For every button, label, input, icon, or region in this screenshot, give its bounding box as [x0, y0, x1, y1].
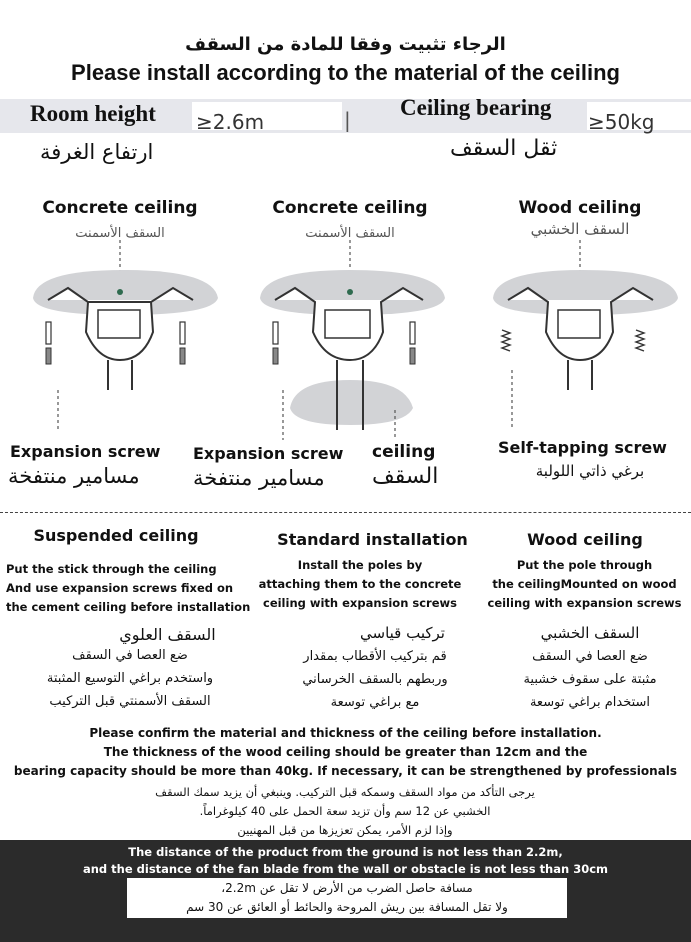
method-1-arabic-1: ضع العصا في السقف [72, 648, 188, 663]
method-2-line-3: ceiling with expansion screws [263, 596, 457, 610]
diagram-1-arabic: السقف الأسمنت [75, 226, 165, 241]
footer-line-1: The distance of the product from the ground is not less than 2.2m, [128, 845, 563, 859]
method-3-line-2: the ceilingMounted on wood [492, 577, 677, 591]
method-2-title: Standard installation [277, 530, 468, 549]
method-1-arabic-3: السقف الأسمنتي قبل التركيب [49, 694, 211, 709]
expansion-screw-arabic-1: مسامير منتفخة [8, 464, 140, 488]
method-3-line-1: Put the pole through [516, 558, 653, 572]
room-height-arabic: ارتفاع الغرفة [40, 140, 154, 164]
method-2-line-1: Install the poles by [297, 558, 423, 572]
arabic-title: الرجاء تثبيت وفقا للمادة من السقف [185, 34, 506, 55]
notice-line-1: Please confirm the material and thickness of the ceiling before installation. [89, 726, 602, 740]
concrete-mount-illustration-1 [28, 240, 228, 430]
expansion-screw-label-2: Expansion screw [193, 444, 344, 463]
room-height-label: Room height [30, 101, 156, 126]
method-1-arabic-title: السقف العلوي [119, 625, 216, 644]
method-3-arabic-1: ضع العصا في السقف [532, 649, 648, 664]
method-3-arabic-2: مثبتة على سقوف خشبية [523, 672, 657, 687]
footer-arabic-2: ولا تقل المسافة بين ريش المروحة والحائط أو العائق عن 30 سم [186, 900, 508, 914]
method-1-title: Suspended ceiling [33, 526, 199, 545]
self-tapping-screw-label: Self-tapping screw [498, 438, 667, 457]
ceiling-bearing-label: Ceiling bearing [400, 95, 552, 120]
footer-arabic-1: مسافة حاصل الضرب من الأرض لا تقل عن 2.2m، [221, 881, 473, 895]
diagram-3-title: Wood ceiling [518, 198, 642, 218]
english-title: Please install according to the material of the ceiling [71, 60, 620, 85]
method-1-arabic-2: واستخدم براغي التوسيع المثبتة [46, 671, 214, 686]
expansion-screw-arabic-2: مسامير منتفخة [193, 466, 325, 490]
method-2-line-2: attaching them to the concrete [258, 577, 462, 591]
diagram-1-title: Concrete ceiling [42, 198, 198, 218]
method-3-title: Wood ceiling [527, 530, 643, 549]
diagram-3-arabic: السقف الخشبي [530, 220, 630, 238]
notice-line-3: bearing capacity should be more than 40kg. If necessary, it can be strengthened by professionals [13, 764, 678, 778]
diagram-2-title: Concrete ceiling [272, 198, 428, 218]
method-2-arabic-title: تركيب قياسي [360, 624, 445, 642]
notice-arabic-3: وإذا لزم الأمر، يمكن تعزيزها من قبل المهنيين [237, 823, 453, 837]
method-3-arabic-title: السقف الخشبي [540, 624, 640, 642]
method-2-arabic-1: قم بتركيب الأقطاب بمقدار [303, 649, 447, 664]
method-1-line-3: the cement ceiling before installation [6, 600, 251, 614]
method-2-arabic-3: مع براغي توسعة [330, 695, 420, 710]
section-divider [0, 512, 691, 513]
ceiling-arabic: السقف [372, 464, 439, 489]
notice-line-2: The thickness of the wood ceiling should be greater than 12cm and the [103, 745, 588, 759]
separator: | [344, 108, 351, 132]
expansion-screw-label-1: Expansion screw [10, 442, 161, 461]
method-2-arabic-2: وربطهم بالسقف الخرساني [302, 672, 448, 687]
room-height-value: ≥2.6m [196, 110, 265, 134]
notice-arabic-2: الخشبي عن 12 سم وأن تزيد سعة الحمل على 40 كيلوغراماً. [199, 804, 491, 818]
method-1-line-2: And use expansion screws fixed on [6, 581, 234, 595]
method-3-line-3: ceiling with expansion screws [487, 596, 682, 610]
diagram-2-arabic: السقف الأسمنت [305, 226, 395, 241]
wood-mount-illustration [488, 240, 688, 430]
footer-line-2: and the distance of the fan blade from the wall or obstacle is not less than 30cm [82, 862, 609, 876]
ceiling-label: ceiling [372, 442, 436, 462]
concrete-mount-illustration-2 [255, 240, 455, 440]
ceiling-bearing-arabic: ثقل السقف [450, 136, 558, 161]
method-3-arabic-3: استخدام براغي توسعة [529, 695, 651, 710]
self-tapping-screw-arabic: برغي ذاتي اللولبة [535, 462, 645, 480]
method-1-line-1: Put the stick through the ceiling [6, 562, 217, 576]
notice-arabic-1: يرجى التأكد من مواد السقف وسمكه قبل التركيب. وينبغي أن يزيد سمك السقف [155, 785, 535, 799]
ceiling-bearing-value: ≥50kg [588, 110, 655, 134]
